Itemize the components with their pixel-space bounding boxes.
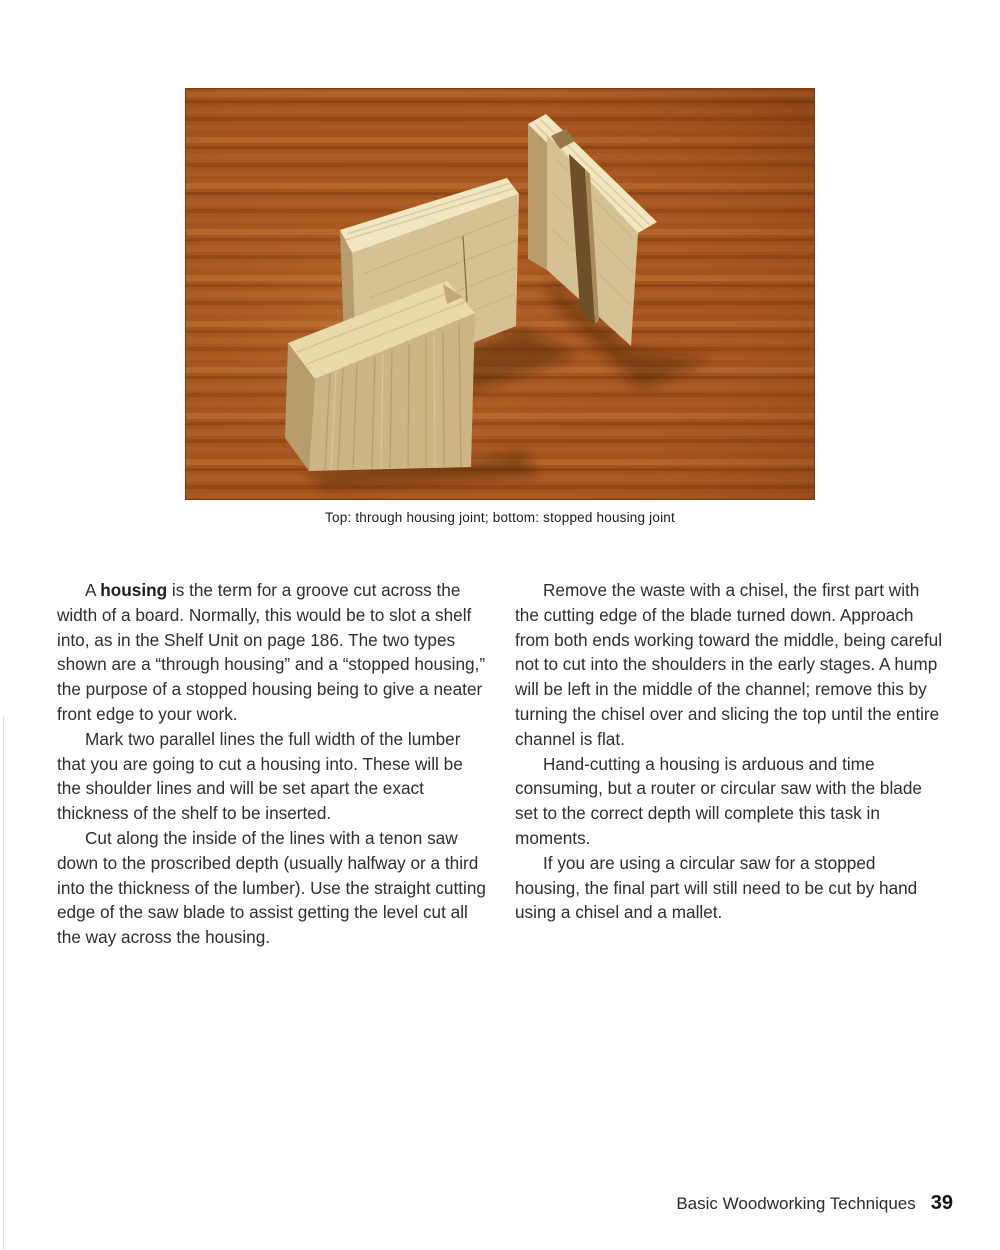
paragraph-tenon-saw: Cut along the inside of the lines with a tenon saw down to the proscribed depth (usually halfway or a third into the thickness of the lumber). Use the straight cutting edge of the saw blade to assist getting the level cut all the way across the housing. <box>57 827 486 948</box>
paragraph-text: is the term for a groove cut across the width of a board. Normally, this would be to slot a shelf into, as in the Shelf Unit on page 186. The two types shown are a “through housing” and a “stopped housing,” the purpose of a stopped housing being to give a neater front edge to your work. <box>57 580 486 724</box>
paragraph-housing-definition <box>57 578 487 727</box>
scan-edge-artifact <box>3 716 4 1250</box>
page-footer <box>676 1192 953 1215</box>
body-text <box>57 578 945 950</box>
paragraph-router-saw: Hand-cutting a housing is arduous and time consuming, but a router or circular saw with the blade set to the correct depth will complete this task in moments. <box>515 753 922 848</box>
footer-section-title: Basic Woodworking Techniques <box>676 1194 916 1213</box>
housing-joints-illustration <box>185 88 815 500</box>
paragraph-chisel-waste: Remove the waste with a chisel, the first part with the cutting edge of the blade turned down. Approach from both ends working toward the middle, being careful not to cut into the shoulders in the early stages. A hump will be left in the middle of the channel; remove this by turning the chisel over and slicing the top until the entire channel is flat. <box>515 580 943 749</box>
housing-joints-photo <box>185 88 815 500</box>
keyword-housing: housing <box>100 580 168 600</box>
paragraph-text: A <box>85 580 101 600</box>
paragraph-marking-lines: Mark two parallel lines the full width of the lumber that you are going to cut a housing into. These will be the shoulder lines and will be set apart the exact thickness of the shelf to be inserted. <box>57 728 463 824</box>
page-number: 39 <box>930 1192 953 1214</box>
paragraph-stopped-housing: If you are using a circular saw for a stopped housing, the final part will still need to be cut by hand using a chisel and a mallet. <box>515 852 918 923</box>
left-column <box>57 578 487 950</box>
right-column <box>515 578 945 950</box>
photo-figure <box>185 88 815 500</box>
photo-caption: Top: through housing joint; bottom: stopped housing joint <box>325 510 675 525</box>
